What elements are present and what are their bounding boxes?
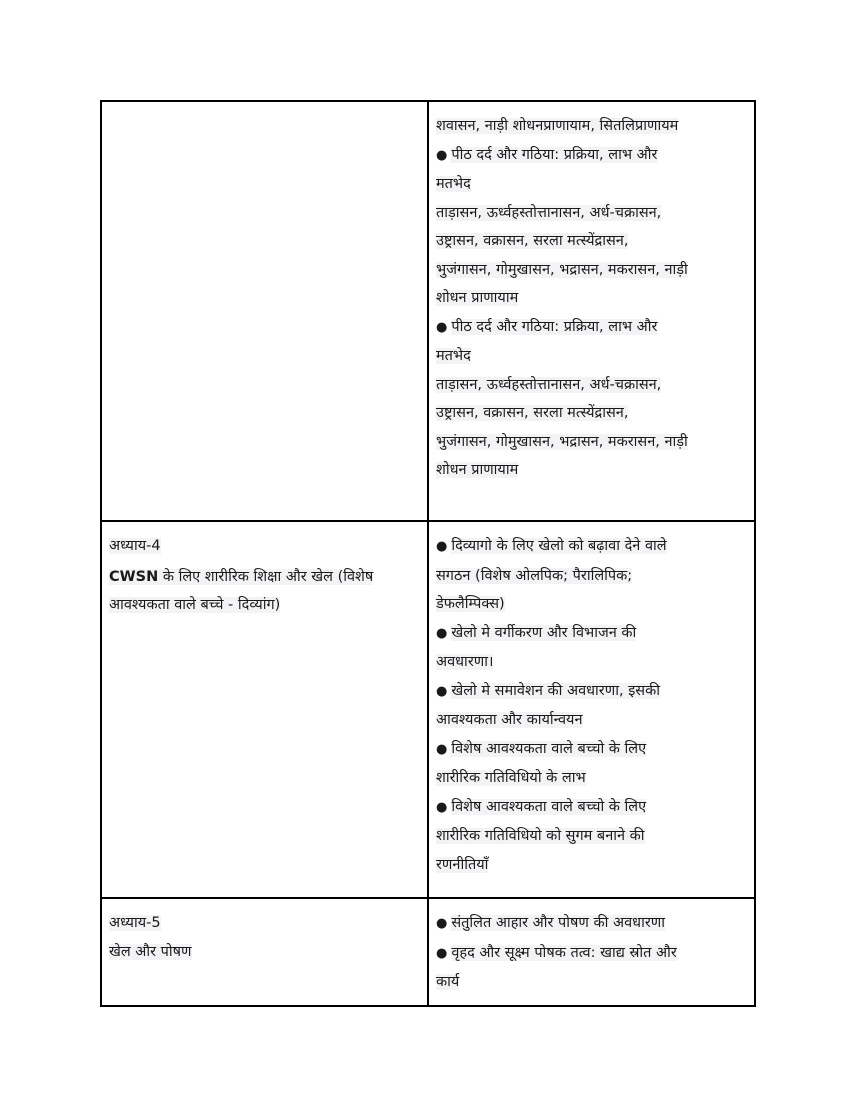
bullet-icon: ●: [436, 319, 448, 335]
content-line: उष्ट्रासन, वक्रासन, सरला मत्स्येंद्रासन,: [436, 233, 629, 249]
content-line: शवासन, नाड़ी शोधनप्राणायाम, सितलिप्राणायम: [436, 118, 679, 134]
bullet-icon: ●: [436, 916, 448, 931]
content-line: सगठन (विशेष ओलपिक; पैरालिपिक;: [436, 567, 633, 584]
bullet-item: ● विशेष आवश्यकता वाले बच्चो के लिए: [436, 793, 746, 823]
content-line: शोधन प्राणायाम: [436, 462, 519, 478]
bullet-item: ● वृहद और सूक्ष्म पोषक तत्व: खाद्य स्रोत और: [436, 939, 746, 969]
content-line: रणनीतियाँ: [436, 856, 489, 873]
content-cell: [428, 521, 755, 898]
bullet-item: ● खेलो मे समावेशन की अवधारणा, इसकी: [436, 677, 746, 707]
content-line: अवधारणा।: [436, 654, 494, 670]
bullet-icon: ●: [436, 741, 448, 757]
content-line: भुजंगासन, गोमुखासन, भद्रासन, मकरासन, नाड़ी: [436, 261, 688, 278]
chapter-cell: [101, 101, 428, 521]
bullet-icon: ●: [436, 147, 448, 163]
table-row: [101, 521, 755, 898]
bullet-item: ● पीठ दर्द और गठिया: प्रक्रिया, लाभ और: [436, 141, 746, 171]
content-line: उष्ट्रासन, वक्रासन, सरला मत्स्येंद्रासन,: [436, 405, 629, 421]
chapter-title-cont: आवश्यकता वाले बच्चे - दिव्यांग): [109, 597, 281, 613]
syllabus-page: [100, 100, 751, 1007]
content-line: शारीरिक गतिविधियो के लाभ: [436, 770, 586, 786]
content-line: शारीरिक गतिविधियो को सुगम बनाने की: [436, 828, 645, 844]
bullet-item: ● विशेष आवश्यकता वाले बच्चो के लिए: [436, 735, 746, 765]
bullet-icon: ●: [436, 945, 448, 961]
content-line: ताड़ासन, ऊर्ध्वहस्तोत्तानासन, अर्ध-चक्रासन,: [436, 204, 662, 221]
bullet-item: ● पीठ दर्द और गठिया: प्रक्रिया, लाभ और: [436, 313, 746, 343]
bullet-icon: ●: [436, 539, 448, 554]
chapter-cell: [101, 521, 428, 898]
bullet-item: ● दिव्यागो के लिए खेलो को बढ़ावा देने वाले: [436, 532, 746, 562]
content-line: डेफलैम्पिक्स): [436, 596, 505, 612]
content-cell: [428, 101, 755, 521]
chapter-cell: [101, 898, 428, 1006]
content-line: आवश्यकता और कार्यान्वयन: [436, 712, 583, 728]
content-line: ताड़ासन, ऊर्ध्वहस्तोत्तानासन, अर्ध-चक्रासन,: [436, 376, 662, 393]
bullet-icon: ●: [436, 799, 448, 815]
content-cell: [428, 898, 755, 1006]
syllabus-table: [100, 100, 756, 1007]
content-line: मतभेद: [436, 348, 471, 364]
table-row: [101, 101, 755, 521]
bullet-item: ● संतुलित आहार और पोषण की अवधारणा: [436, 909, 746, 939]
bullet-icon: ●: [436, 625, 448, 641]
chapter-label: अध्याय-5: [109, 915, 161, 931]
content-line: शोधन प्राणायाम: [436, 290, 519, 306]
table-row: [101, 898, 755, 1006]
bullet-icon: ●: [436, 683, 448, 699]
chapter-label: अध्याय-4: [109, 538, 161, 554]
bullet-item: ● खेलो मे वर्गीकरण और विभाजन की: [436, 619, 746, 649]
content-line: कार्य: [436, 974, 460, 990]
content-line: मतभेद: [436, 176, 471, 192]
content-line: भुजंगासन, गोमुखासन, भद्रासन, मकरासन, नाड़ी: [436, 433, 688, 450]
chapter-title: खेल और पोषण: [109, 943, 192, 960]
chapter-title: CWSN के लिए शारीरिक शिक्षा और खेल (विशेष: [109, 568, 374, 585]
